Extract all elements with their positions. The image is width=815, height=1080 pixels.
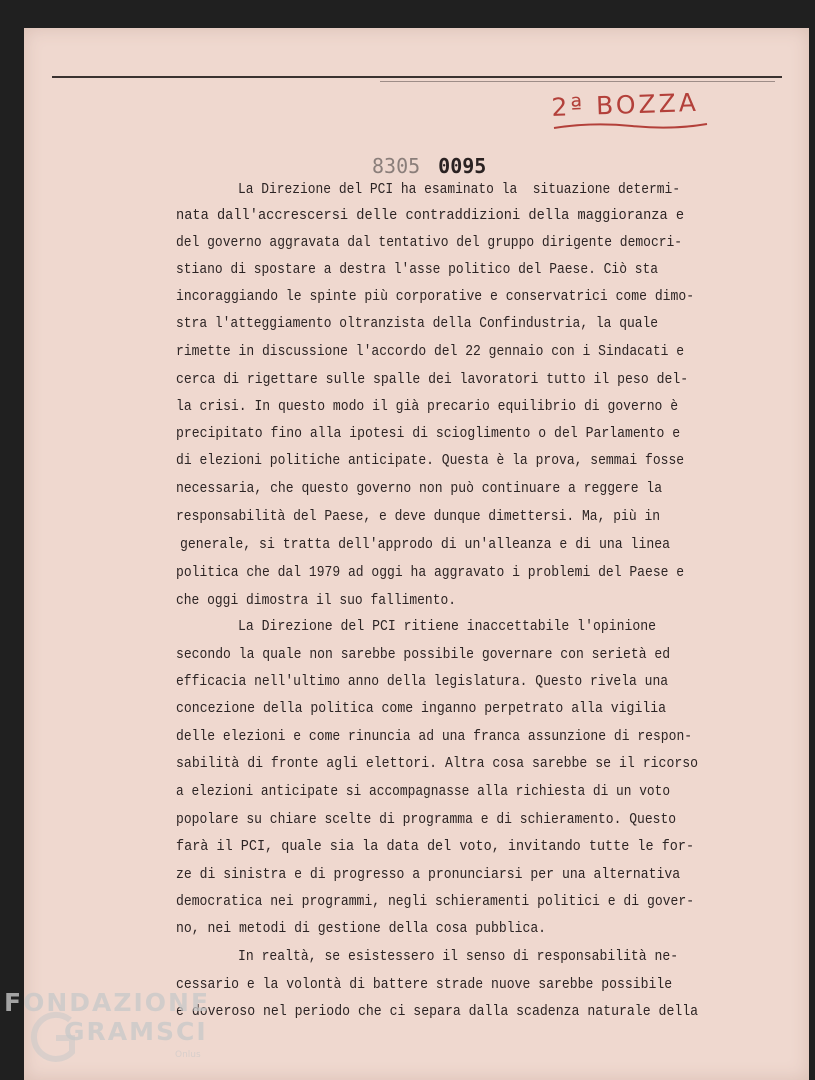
- document-line: ze di sinistra e di progresso a pronunciarsi per una alternativa: [176, 866, 681, 883]
- document-line: che oggi dimostra il suo fallimento.: [176, 592, 457, 609]
- document-line: rimette in discussione l'accordo del 22 gennaio con i Sindacati e: [176, 343, 685, 360]
- document-line: politica che dal 1979 ad oggi ha aggravato i problemi del Paese e: [176, 564, 685, 581]
- watermark-line2: GRAMSCI: [64, 1017, 208, 1046]
- document-line: democratica nei programmi, negli schieramenti politici e di gover-: [176, 893, 695, 910]
- document-line: stra l'atteggiamento oltranzista della Confindustria, la quale: [176, 315, 659, 332]
- document-line: a elezioni anticipate si accompagnasse alla richiesta di un voto: [176, 783, 671, 800]
- document-line: responsabilità del Paese, e deve dunque dimettersi. Ma, più in: [176, 508, 661, 525]
- document-line: cessario e la volontà di battere strade nuove sarebbe possibile: [176, 976, 673, 993]
- document-line: precipitato fino alla ipotesi di scioglimento o del Parlamento e: [176, 425, 681, 442]
- document-line: popolare su chiare scelte di programma e di schieramento. Questo: [176, 811, 677, 828]
- document-line: no, nei metodi di gestione della cosa pubblica.: [176, 920, 547, 937]
- document-line: secondo la quale non sarebbe possibile governare con serietà ed: [176, 646, 671, 663]
- document-line: farà il PCI, quale sia la data del voto, invitando tutte le for-: [176, 838, 695, 855]
- document-line: necessaria, che questo governo non può continuare a reggere la: [176, 480, 663, 497]
- document-line: cerca di rigettare sulle spalle dei lavoratori tutto il peso del-: [176, 371, 689, 388]
- document-line: La Direzione del PCI ha esaminato la situazione determi-: [238, 181, 681, 198]
- document-line: La Direzione del PCI ritiene inaccettabile l'opinione: [238, 618, 657, 635]
- document-line: incoraggiando le spinte più corporative e conservatrici come dimo-: [176, 288, 695, 305]
- document-line: generale, si tratta dell'approdo di un'alleanza e di una linea: [180, 536, 671, 553]
- document-line: di elezioni politiche anticipate. Questa è la prova, semmai fosse: [176, 452, 685, 469]
- document-series: 8305: [372, 154, 421, 178]
- document-line: stiano di spostare a destra l'asse politico del Paese. Ciò sta: [176, 261, 659, 278]
- document-line: del governo aggravata dal tentativo del gruppo dirigente democri-: [176, 234, 683, 251]
- document-line: sabilità di fronte agli elettori. Altra cosa sarebbe se il ricorso: [176, 755, 699, 772]
- watermark-logo: [4, 988, 210, 1046]
- document-line: delle elezioni e come rinuncia ad una franca assunzione di respon-: [176, 728, 693, 745]
- handwritten-annotation: 2ª BOZZA: [551, 87, 700, 122]
- document-page-number: 0095: [438, 154, 487, 178]
- document-line: nata dall'accrescersi delle contraddizioni della maggioranza e: [176, 207, 685, 224]
- document-line: In realtà, se esistessero il senso di responsabilità ne-: [238, 948, 679, 965]
- document-line: efficacia nell'ultimo anno della legislatura. Questo rivela una: [176, 673, 669, 690]
- document-line: concezione della politica come inganno perpetrato alla vigilia: [176, 700, 667, 717]
- document-line: e doveroso nel periodo che ci separa dalla scadenza naturale della: [176, 1003, 699, 1020]
- watermark-line1: FONDAZIONE: [4, 988, 211, 1017]
- watermark-suffix: Onlus: [175, 1050, 201, 1060]
- document-line: la crisi. In questo modo il già precario equilibrio di governo è: [176, 398, 679, 415]
